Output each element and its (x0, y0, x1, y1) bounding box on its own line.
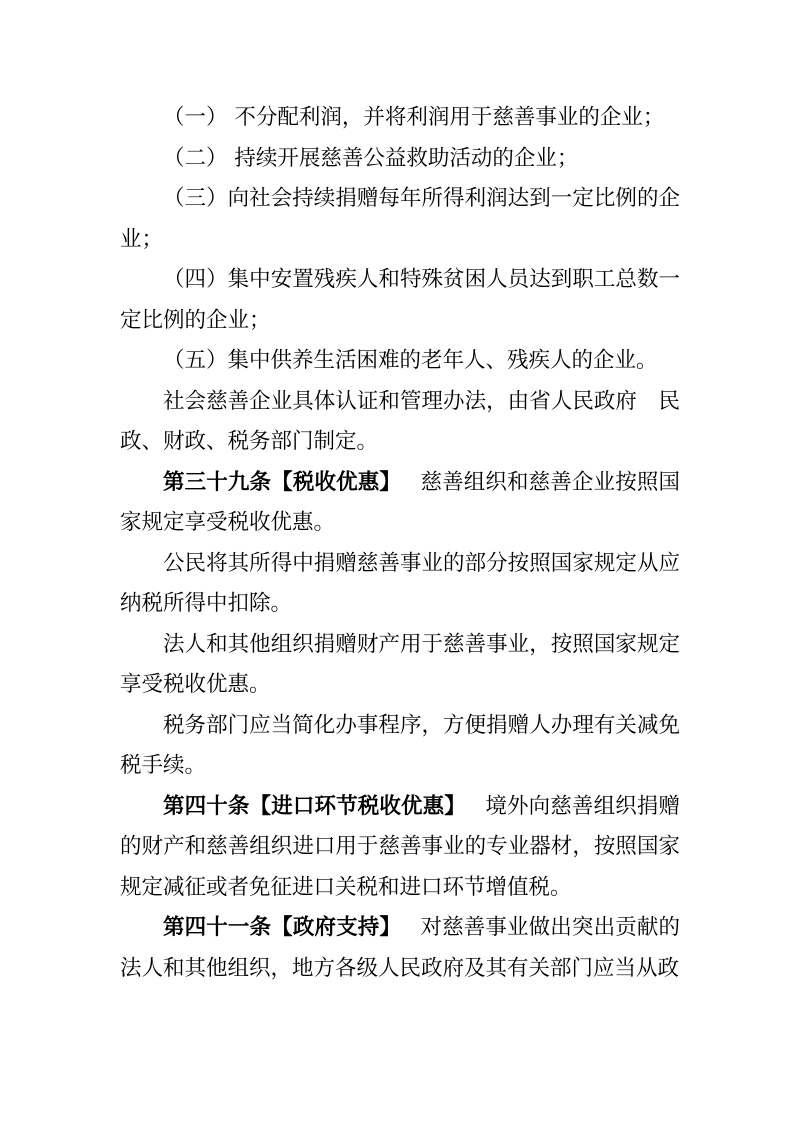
list-item-3 (120, 179, 680, 260)
list-item-1 (120, 98, 680, 139)
article-39 (120, 463, 680, 544)
paragraph-text: （四）集中安置残疾人和特殊贫困人员达到职工总数一定比例的企业； (120, 267, 680, 333)
paragraph-text: 境外向慈善组织捐赠的财产和慈善组织进口用于慈善事业的专业器材，按照国家规定减征或者免征进口关税和进口环节增值税。 (120, 793, 680, 900)
paragraph (120, 382, 680, 463)
article-heading: 第三十九条【税收优惠】 (163, 469, 401, 495)
paragraph-text: （五）集中供养生活困难的老年人、残疾人的企业。 (163, 348, 658, 373)
paragraph-text: 法人和其他组织捐赠财产用于慈善事业，按照国家规定享受税收优惠。 (120, 631, 680, 697)
paragraph (120, 625, 680, 706)
list-item-4 (120, 260, 680, 341)
paragraph-text: （一） 不分配利润，并将利润用于慈善事业的企业； (163, 105, 665, 130)
article-heading: 第四十条【进口环节税收优惠】 (163, 793, 466, 819)
paragraph-text: 慈善组织和慈善企业按照国家规定享受税收优惠。 (120, 469, 680, 535)
article-41 (120, 908, 680, 989)
paragraph (120, 544, 680, 625)
list-item-5 (120, 341, 680, 382)
article-heading: 第四十一条【政府支持】 (163, 915, 401, 940)
document-body (120, 98, 680, 989)
paragraph-text: （二） 持续开展慈善公益救助活动的企业； (163, 145, 579, 171)
paragraph (120, 706, 680, 787)
paragraph-text: 税务部门应当简化办事程序，方便捐赠人办理有关减免税手续。 (120, 712, 680, 778)
paragraph-text: 对慈善事业做出突出贡献的法人和其他组织，地方各级人民政府及其有关部门应当从政 (120, 915, 680, 981)
list-item-2 (120, 139, 680, 180)
paragraph-text: 公民将其所得中捐赠慈善事业的部分按照国家规定从应纳税所得中扣除。 (120, 550, 680, 616)
paragraph-text: （三）向社会持续捐赠每年所得利润达到一定比例的企业； (120, 186, 680, 252)
article-40 (120, 787, 680, 909)
paragraph-text: 社会慈善企业具体认证和管理办法，由省人民政府 民政、财政、税务部门制定。 (120, 388, 680, 454)
